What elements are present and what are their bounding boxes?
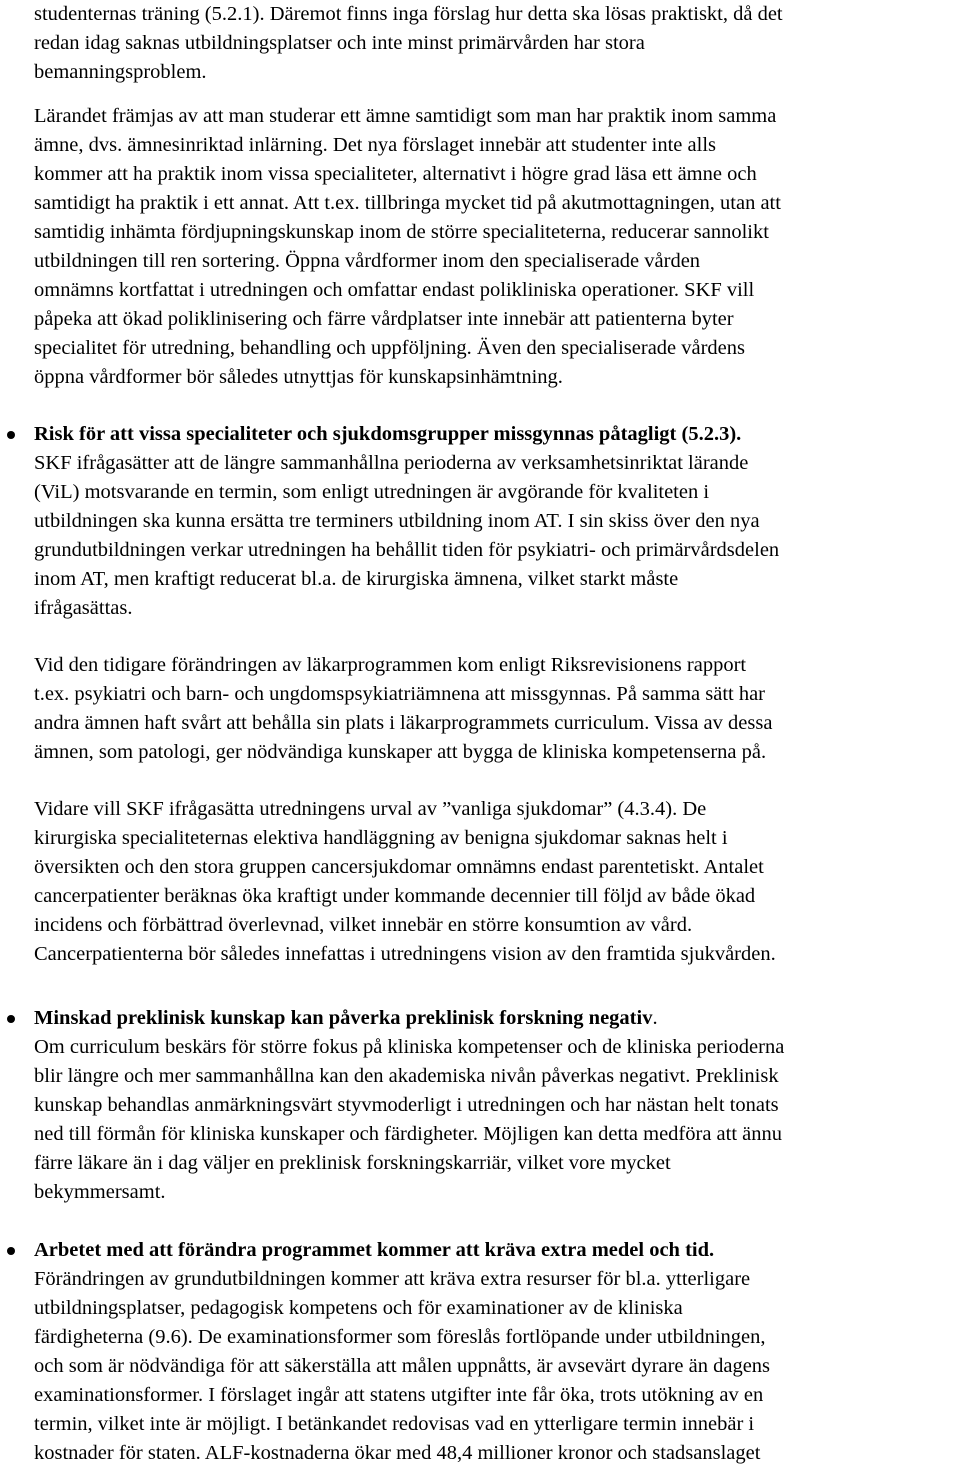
- text-segment: examinationsformer. I förslaget ingår att statens utgifter inte får öka, trots utökning av en: [34, 1384, 764, 1406]
- bold-text: Minskad preklinisk kunskap kan påverka preklinisk forskning negativ: [34, 1007, 653, 1029]
- text-segment: grundutbildningen verkar utredningen ha behållit tiden för psykiatri- och primärvårdsdelen: [34, 539, 780, 561]
- text-segment: inom AT, men kraftigt reducerat bl.a. de kirurgiska ämnena, vilket starkt måste: [34, 568, 679, 590]
- text-line: [34, 131, 716, 160]
- text-segment: incidens och förbättrad överlevnad, vilket innebär en större konsumtion av vård.: [34, 914, 693, 936]
- text-line: [34, 276, 754, 305]
- text-segment: påpeka att ökad poliklinisering och färre vårdplatser inte innebär att patienterna byter: [34, 308, 734, 330]
- text-line: [34, 1265, 750, 1294]
- text-line: [34, 738, 766, 767]
- text-line: [34, 565, 678, 594]
- text-line: [34, 1149, 671, 1178]
- text-segment: utbildningen till ren sortering. Öppna vårdformer inom den specialiserade vården: [34, 250, 701, 272]
- text-line: [34, 189, 781, 218]
- text-line: [34, 940, 776, 969]
- text-segment: och som är nödvändiga för att säkerställa att målen uppnåtts, är avsevärt dyrare än dagens: [34, 1355, 771, 1377]
- text-segment: andra ämnen haft svårt att behålla sin plats i läkarprogrammets curriculum. Vissa av dessa: [34, 712, 773, 734]
- text-line: [34, 824, 728, 853]
- text-segment: .: [652, 1007, 658, 1029]
- text-segment: ifrågasättas.: [34, 597, 133, 619]
- text-segment: Vidare vill SKF ifrågasätta utredningens urval av ”vanliga sjukdomar” (4.3.4). De: [34, 798, 707, 820]
- text-segment: ämne, dvs. ämnesinriktad inlärning. Det nya förslaget innebär att studenter inte alls: [34, 134, 716, 156]
- text-line: [34, 58, 207, 87]
- text-line: [34, 29, 645, 58]
- text-line: [34, 305, 734, 334]
- text-line: [34, 334, 745, 363]
- text-line: [34, 1352, 770, 1381]
- text-segment: kunskap behandlas anmärkningsvärt styvmoderligt i utredningen och har nästan helt tonats: [34, 1094, 779, 1116]
- text-line: [34, 1178, 166, 1207]
- text-segment: (ViL) motsvarande en termin, som enligt utredningen är avgörande för kvaliteten i: [34, 481, 710, 503]
- text-line: [34, 536, 779, 565]
- text-segment: bemanningsproblem.: [34, 61, 207, 83]
- text-segment: cancerpatienter beräknas öka kraftigt under kommande decennier till följd av både ökad: [34, 885, 756, 907]
- text-line: [34, 0, 783, 29]
- bold-text: Risk för att vissa specialiteter och sjukdomsgrupper missgynnas påtagligt (5.2.3).: [34, 423, 742, 445]
- text-segment: redan idag saknas utbildningsplatser och inte minst primärvården har stora: [34, 32, 645, 54]
- text-segment: Vid den tidigare förändringen av läkarprogrammen kom enligt Riksrevisionens rapport: [34, 654, 747, 676]
- text-segment: samtidigt ha praktik i ett annat. Att t.ex. tillbringa mycket tid på akutmottagningen, utan att: [34, 192, 781, 214]
- text-line: [34, 1410, 754, 1439]
- text-segment: t.ex. psykiatri och barn- och ungdomspsykiatriämnena att missgynnas. På samma sätt har: [34, 683, 766, 705]
- text-line: [34, 1323, 766, 1352]
- text-segment: öppna vårdformer bör således utnyttjas för kunskapsinhämtning.: [34, 366, 563, 388]
- text-line: [34, 218, 769, 247]
- text-segment: kostnader för staten. ALF-kostnaderna ökar med 48,4 millioner kronor och stadsanslaget: [34, 1442, 761, 1464]
- text-line: [34, 680, 765, 709]
- text-line: [34, 449, 748, 478]
- text-line: [34, 709, 772, 738]
- text-line: [34, 1120, 782, 1149]
- text-segment: bekymmersamt.: [34, 1181, 166, 1203]
- text-line: [34, 507, 760, 536]
- text-line: [34, 1236, 714, 1265]
- text-segment: utbildningen ska kunna ersätta tre terminers utbildning inom AT. I sin skiss över den nya: [34, 510, 760, 532]
- text-line: [34, 594, 132, 623]
- text-segment: utbildningsplatser, pedagogisk kompetens och för examinationer av de kliniska: [34, 1297, 683, 1319]
- text-line: [34, 1294, 683, 1323]
- text-line: [34, 1004, 658, 1033]
- text-segment: översikten och den stora gruppen cancersjukdomar omnämns endast parentetiskt. Antalet: [34, 856, 764, 878]
- text-segment: specialitet för utredning, behandling och uppföljning. Även den specialiserade vårdens: [34, 337, 746, 359]
- text-segment: Förändringen av grundutbildningen kommer att kräva extra resurser för bl.a. ytterligare: [34, 1268, 751, 1290]
- text-segment: kommer att ha praktik inom vissa specialiteter, alternativt i högre grad läsa ett ämne och: [34, 163, 757, 185]
- text-line: [34, 1033, 784, 1062]
- text-line: [34, 1091, 779, 1120]
- text-segment: färdigheterna (9.6). De examinationsformer som föreslås fortlöpande under utbildningen,: [34, 1326, 766, 1348]
- text-line: [34, 363, 563, 392]
- text-segment: ned till förmån för kliniska kunskaper och färdigheter. Möjligen kan detta medföra att ännu: [34, 1123, 783, 1145]
- text-line: [34, 882, 755, 911]
- bullet-icon: [7, 431, 15, 439]
- text-line: [34, 1439, 760, 1468]
- text-segment: omnämns kortfattat i utredningen och omfattar endast polikliniska operationer. SKF vill: [34, 279, 755, 301]
- text-segment: termin, vilket inte är möjligt. I betänkandet redovisas vad en ytterligare termin innebär i: [34, 1413, 755, 1435]
- text-line: [34, 1062, 779, 1091]
- text-line: [34, 102, 776, 131]
- text-line: [34, 651, 746, 680]
- text-segment: färre läkare än i dag väljer en preklinisk forskningskarriär, vilket vore mycket: [34, 1152, 671, 1174]
- text-line: [34, 160, 757, 189]
- text-segment: kirurgiska specialiteternas elektiva handläggning av benigna sjukdomar saknas helt i: [34, 827, 728, 849]
- text-segment: SKF ifrågasätter att de längre sammanhållna perioderna av verksamhetsinriktat lärande: [34, 452, 749, 474]
- text-segment: blir längre och mer sammanhållna kan den akademiska nivån påverkas negativt. Preklinisk: [34, 1065, 779, 1087]
- text-line: [34, 420, 741, 449]
- bullet-icon: [7, 1247, 15, 1255]
- text-segment: Cancerpatienterna bör således innefattas i utredningens vision av den framtida sjukvården.: [34, 943, 776, 965]
- text-line: [34, 795, 706, 824]
- text-line: [34, 911, 692, 940]
- text-line: [34, 853, 764, 882]
- text-segment: samtidig inhämta fördjupningskunskap inom de större specialiteterna, reducerar sannolikt: [34, 221, 769, 243]
- text-segment: Lärandet främjas av att man studerar ett ämne samtidigt som man har praktik inom samma: [34, 105, 777, 127]
- text-line: [34, 1381, 763, 1410]
- text-segment: Om curriculum beskärs för större fokus på kliniska kompetenser och de kliniska perioderna: [34, 1036, 785, 1058]
- text-segment: ämnen, som patologi, ger nödvändiga kunskaper att bygga de kliniska kompetenserna på.: [34, 741, 767, 763]
- bullet-icon: [7, 1015, 15, 1023]
- text-line: [34, 478, 709, 507]
- bold-text: Arbetet med att förändra programmet kommer att kräva extra medel och tid.: [34, 1239, 715, 1261]
- text-segment: studenternas träning (5.2.1). Däremot finns inga förslag hur detta ska lösas praktiskt, då det: [34, 3, 783, 25]
- text-line: [34, 247, 700, 276]
